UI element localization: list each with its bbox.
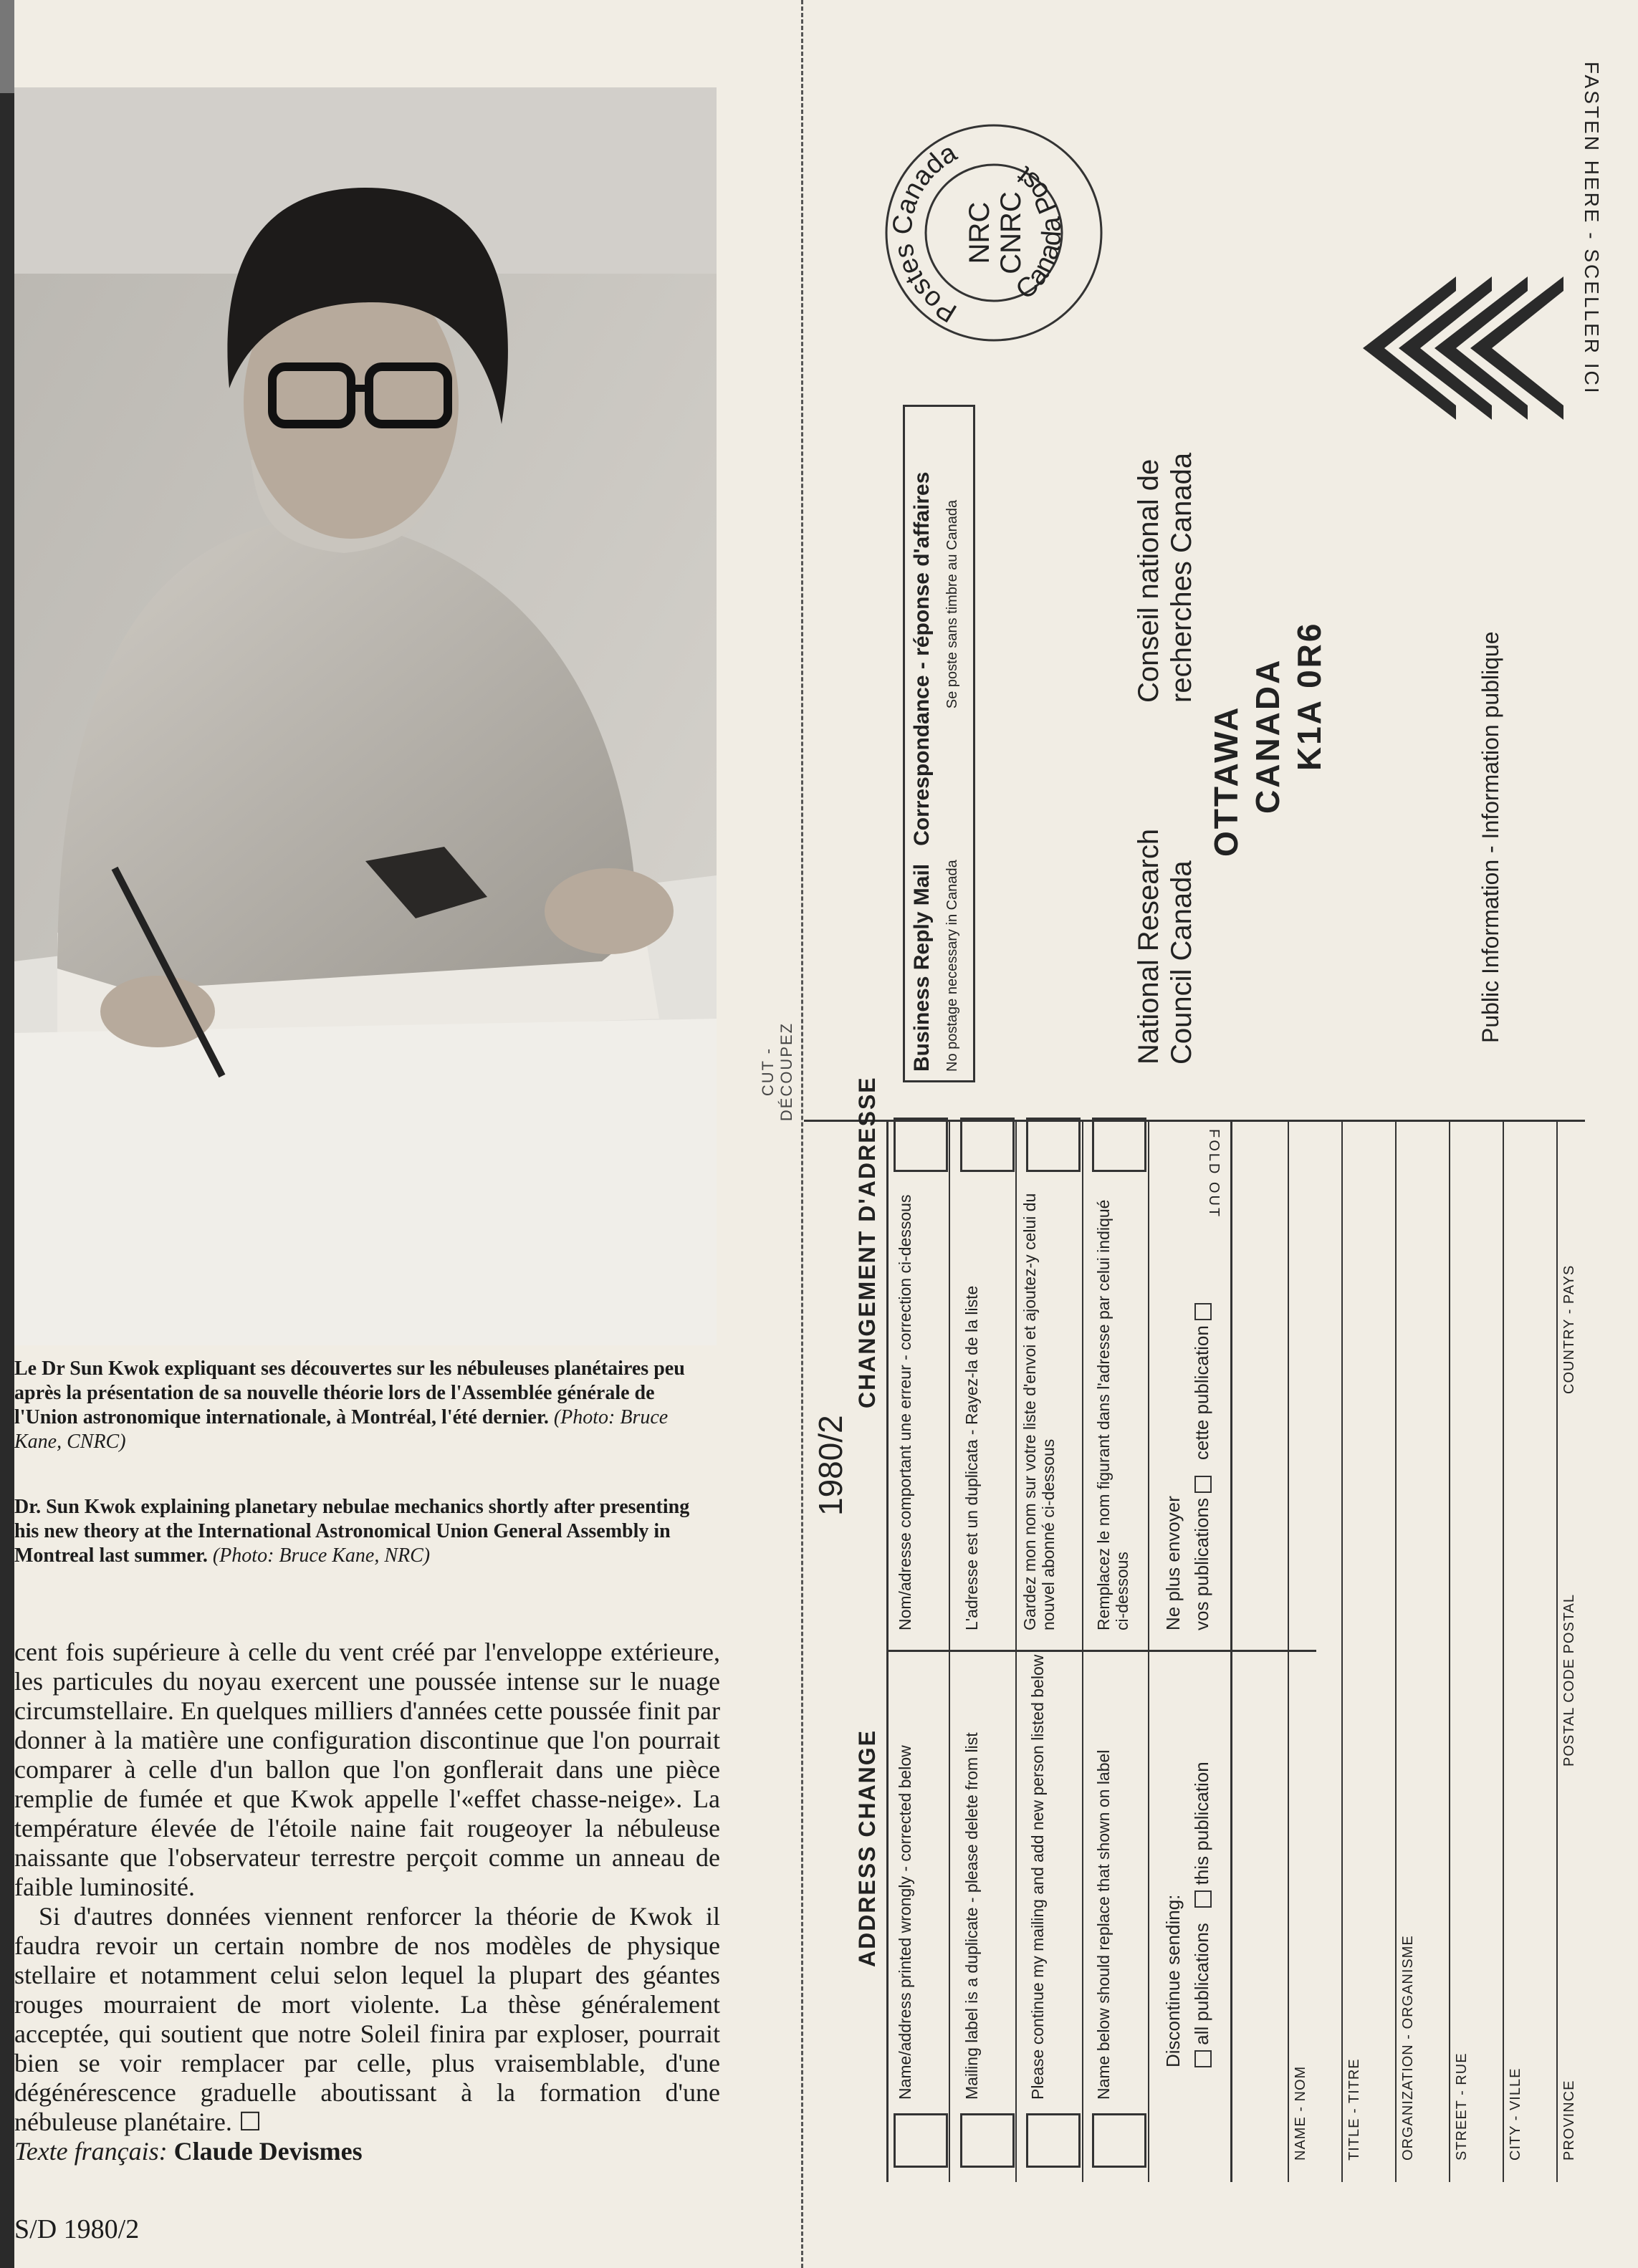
page-binding-edge (0, 0, 14, 2268)
translation-credit (14, 2137, 720, 2166)
brm-title-en: Business Reply Mail (910, 863, 934, 1072)
public-information-label: Public Information - Information publique (1477, 631, 1503, 1043)
option-3-en: Please continue my mailing and add new person listed below (1028, 1654, 1047, 2100)
discontinue-label-fr: Ne plus envoyer (1162, 1496, 1184, 1630)
form-year: 1980/2 (812, 1415, 849, 1516)
checkbox-this-publication-fr[interactable] (1194, 1303, 1212, 1320)
stamp-top-text: Postes Canada (887, 138, 962, 328)
caption-fr-text: Le Dr Sun Kwok expliquant ses découvertes sur les nébuleuses planétaires peu après la présentation de sa nouvelle théorie lors de l'Assemblée générale de l'Union astronomique internationale, à Montréal, l'été dernier. (14, 1358, 685, 1428)
article-paragraph-2-text: Si d'autres données viennent renforcer la théorie de Kwok il faudra revoir un certain nombre de nos modèles de physique stellaire et notamment celui selon lequel la plupart des géantes rouges mourraient de mort violente. La thèse généralement acceptée, qui soutient que notre Soleil finira par exploser, pourrait bien se voir remplacer par celle, plus vraisemblable, d'une dégénérescence graduelle aboutissant à la formation d'une nébuleuse planétaire. (14, 1902, 720, 2136)
postmark-icon (883, 122, 1105, 344)
address-postal: K1A 0R6 (1290, 621, 1328, 771)
field-line-street (1449, 1122, 1450, 2182)
article-paragraph-2 (14, 1902, 720, 2137)
field-line-organization (1395, 1122, 1397, 2182)
field-label-postal: POSTAL CODE POSTAL (1561, 1593, 1577, 1767)
discontinue-options-fr (1191, 1303, 1213, 1630)
checkbox-all-publications-en[interactable] (1194, 2050, 1212, 2067)
reply-card (804, 0, 1638, 2268)
mailing-address (1205, 622, 1330, 857)
org-en-line1: National Research (1133, 828, 1164, 1065)
brm-sub-en: No postage necessary in Canada (944, 860, 960, 1072)
stamp-cnrc: CNRC (995, 191, 1027, 274)
checkbox-this-publication-en[interactable] (1194, 1890, 1212, 1908)
option-1-fr: Nom/adresse comportant une erreur - correction ci-dessous (896, 1194, 914, 1630)
postage-stamp-circle (883, 122, 1105, 344)
business-reply-title (910, 472, 934, 1072)
cut-line (801, 0, 803, 2268)
checkbox-wrong-address-fr[interactable] (894, 1118, 948, 1172)
checkbox-all-publications-fr[interactable] (1194, 1476, 1212, 1493)
option-sep-2 (1015, 1122, 1017, 2182)
all-pubs-fr: vos publications (1191, 1498, 1212, 1630)
this-pub-en: this publication (1191, 1762, 1212, 1885)
checkbox-continue-en[interactable] (1026, 2113, 1081, 2168)
checkbox-duplicate-en[interactable] (960, 2113, 1015, 2168)
org-fr-line2: recherches Canada (1166, 452, 1197, 703)
field-label-city: CITY - VILLE (1508, 2067, 1523, 2161)
brm-title-fr: Correspondance - réponse d'affaires (910, 471, 934, 846)
stamp-bottom-text: Canada Post (1010, 160, 1068, 306)
address-city: OTTAWA (1207, 705, 1245, 857)
field-line-city (1503, 1122, 1504, 2182)
cut-label: CUT - DÉCOUPEZ (759, 1022, 795, 1122)
form-options-bottom-rule (1230, 1122, 1232, 2182)
article-body (14, 1638, 720, 2166)
this-pub-fr: cette publication (1191, 1325, 1212, 1461)
fasten-here-label: FASTEN HERE - SCELLER ICI (1581, 62, 1603, 395)
field-line-name (1288, 1122, 1289, 2182)
field-label-street: STREET - RUE (1454, 2052, 1470, 2161)
article-paragraph-1: cent fois supérieure à celle du vent créé par l'enveloppe extérieure, les particules du noyau exercent une poussée intense sur le nuage circumstellaire. En quelques milliers d'années cette poussée finit par donner à la matière une configuration discontinue que l'on pourrait comparer à celle d'un ballon que l'on gonflerait dans une pièce remplie de fumée et que Kwok appelle l'«effet chasse-neige». La température élevée de l'étoile naine fait rougeoyer la nébuleuse naissante que l'observateur terrestre perçoit comme un anneau de faible luminosité. (14, 1638, 720, 1901)
caption-french (14, 1357, 717, 1454)
caption-en-text: Dr. Sun Kwok explaining planetary nebulae mechanics shortly after presenting his new theory at the International Astronomical Union General Assembly in Montreal last summer. (14, 1496, 690, 1567)
org-name-french (1132, 453, 1198, 703)
address-country: CANADA (1249, 658, 1286, 814)
fold-out-label: FOLD OUT (1206, 1129, 1222, 1219)
stamp-nrc: NRC (964, 201, 995, 264)
all-pubs-en: all publications (1191, 1923, 1212, 2045)
option-3-fr: Gardez mon nom sur votre liste d'envoi et ajoutez-y celui du nouvel abonné ci-dessous (1020, 1193, 1058, 1630)
checkbox-continue-fr[interactable] (1026, 1118, 1081, 1172)
field-label-title: TITLE - TITRE (1346, 2058, 1362, 2161)
checkbox-duplicate-fr[interactable] (960, 1118, 1015, 1172)
brm-sub-fr: Se poste sans timbre au Canada (944, 499, 960, 709)
option-sep-4 (1148, 1122, 1149, 2182)
reply-card-rotated (804, 0, 1638, 2268)
option-2-en: Mailing label is a duplicate - please delete from list (962, 1732, 981, 2100)
field-label-province: PROVINCE (1561, 2080, 1577, 2161)
option-1-en: Name/address printed wrongly - corrected below (896, 1745, 914, 2100)
option-2-fr: L'adresse est un duplicata - Rayez-la de la liste (962, 1285, 981, 1630)
checkbox-wrong-address-en[interactable] (894, 2113, 948, 2168)
org-fr-line1: Conseil national de (1133, 458, 1164, 703)
chevron-arrows-icon (1349, 148, 1563, 420)
checkbox-replace-en[interactable] (1092, 2113, 1146, 2168)
field-label-name: NAME - NOM (1293, 2065, 1308, 2161)
org-name-english (1132, 829, 1198, 1065)
option-sep-1 (949, 1122, 950, 2182)
form-top-rule (886, 1122, 889, 2182)
option-4-en: Name below should replace that shown on label (1094, 1749, 1113, 2100)
translation-label: Texte français: (14, 2137, 168, 2166)
caption-english (14, 1495, 717, 1568)
field-line-title (1341, 1122, 1343, 2182)
address-change-title: ADDRESS CHANGE (854, 1729, 880, 1967)
option-4-fr: Remplacez le nom figurant dans l'adresse par celui indiqué ci-dessous (1094, 1199, 1131, 1630)
caption-fr-credit: (Photo: Bruce Kane, CNRC) (14, 1406, 669, 1453)
caption-en-credit: (Photo: Bruce Kane, NRC) (212, 1544, 431, 1567)
end-mark-icon: ☐ (238, 2108, 262, 2136)
field-line-province (1556, 1122, 1558, 2182)
checkbox-replace-fr[interactable] (1092, 1118, 1146, 1172)
translator-name: Claude Devismes (173, 2137, 363, 2166)
page-binding-edge-top (0, 0, 14, 93)
org-en-line2: Council Canada (1166, 860, 1197, 1065)
page-folio: S/D 1980/2 (14, 2214, 140, 2244)
field-label-country: COUNTRY - PAYS (1561, 1264, 1577, 1394)
photo-illustration (14, 87, 717, 1345)
field-label-organization: ORGANIZATION - ORGANISME (1400, 1935, 1416, 2161)
photo-sun-kwok (14, 87, 717, 1345)
business-reply-subtitle (944, 500, 961, 1072)
address-change-title-fr: CHANGEMENT D'ADRESSE (854, 1076, 880, 1408)
discontinue-label-en: Discontinue sending: (1162, 1894, 1184, 2067)
discontinue-options-en (1191, 1762, 1213, 2067)
option-sep-3 (1082, 1122, 1083, 2182)
